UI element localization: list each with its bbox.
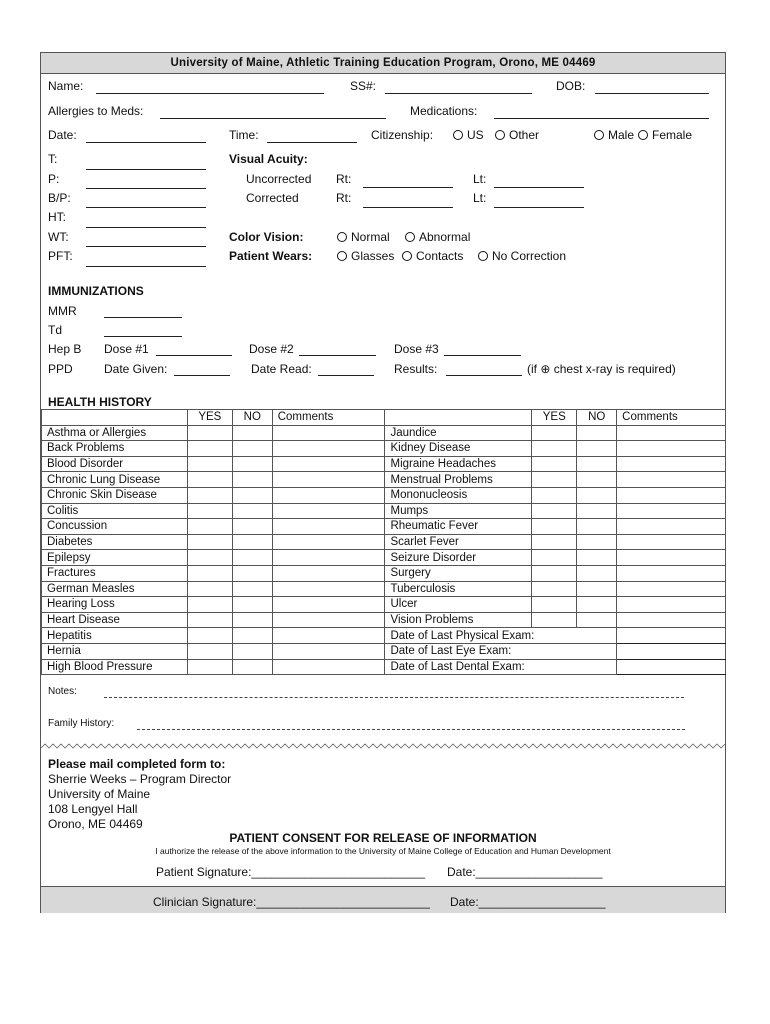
female-radio[interactable] [638,128,692,142]
ppd-label: PPD [48,362,73,376]
no-cell[interactable] [577,581,617,597]
dose1-label: Dose #1 [104,342,149,356]
comments-cell[interactable] [617,612,726,628]
no-cell[interactable] [232,597,272,613]
table-row [42,628,726,644]
xray-note: (if ⊕ chest x-ray is required) [527,362,676,376]
normal-label: Normal [351,230,390,244]
condition-label: Hernia [42,643,188,659]
yes-cell[interactable] [532,519,577,535]
table-row [42,581,726,597]
tear-line [41,742,725,750]
health-history-heading: HEALTH HISTORY [48,395,152,409]
comments-cell[interactable] [617,441,726,457]
condition-label: Fractures [42,565,188,581]
exam-date-field[interactable] [617,643,726,659]
yes-cell[interactable] [532,597,577,613]
patient-wears-label: Patient Wears: [229,249,313,263]
condition-label: Surgery [385,565,532,581]
yes-cell[interactable] [187,628,232,644]
radio-icon [453,130,463,140]
radio-icon [594,130,604,140]
no-cell[interactable] [232,643,272,659]
clinician-date-field[interactable]: Date:___________________ [450,895,606,909]
condition-label: Concussion [42,519,188,535]
table-row [42,472,726,488]
condition-label: Heart Disease [42,612,188,628]
no-cell[interactable] [577,441,617,457]
condition-label: Jaundice [385,425,532,441]
wears-no-correction-radio[interactable] [478,249,566,263]
form-title: University of Maine, Athletic Training Education Program, Orono, ME 04469 [41,53,725,74]
comments-cell[interactable] [272,612,385,628]
yes-cell[interactable] [532,565,577,581]
uncorrected-rt-field[interactable] [363,187,453,188]
col-yes-header: YES [532,410,577,426]
comments-cell[interactable] [272,565,385,581]
dose2-field[interactable] [299,355,376,356]
yes-cell[interactable] [187,441,232,457]
table-row [42,425,726,441]
vital-pft-field[interactable] [86,266,206,267]
table-row [42,643,726,659]
table-header-row [42,410,726,426]
condition-label: Vision Problems [385,612,532,628]
other-label: Other [509,128,540,142]
yes-cell[interactable] [532,456,577,472]
hepb-label: Hep B [48,342,82,356]
table-row [42,597,726,613]
female-label: Female [652,128,693,142]
patient-date-field[interactable]: Date:___________________ [447,865,603,879]
yes-cell[interactable] [532,472,577,488]
comments-cell[interactable] [617,456,726,472]
condition-label: Migraine Headaches [385,456,532,472]
comments-cell[interactable] [617,472,726,488]
condition-label: Rheumatic Fever [385,519,532,535]
table-row [42,519,726,535]
mmr-label: MMR [48,304,77,318]
color-abnormal-radio[interactable] [405,230,470,244]
immunizations-heading: IMMUNIZATIONS [48,284,144,298]
mail-line: Sherrie Weeks – Program Director [48,772,232,786]
time-label: Time: [229,128,259,142]
abnormal-label: Abnormal [419,230,471,244]
consent-heading: PATIENT CONSENT FOR RELEASE OF INFORMATION [229,831,537,845]
condition-label: Blood Disorder [42,456,188,472]
no-cell[interactable] [232,612,272,628]
comments-cell[interactable] [272,503,385,519]
vital-wt-label: WT: [48,230,69,244]
no-cell[interactable] [577,472,617,488]
comments-cell[interactable] [617,597,726,613]
comments-cell[interactable] [272,550,385,566]
comments-cell[interactable] [272,534,385,550]
yes-cell[interactable] [532,441,577,457]
uncorrected-label: Uncorrected [246,172,312,186]
comments-cell[interactable] [617,519,726,535]
table-row [42,659,726,675]
no-cell[interactable] [232,534,272,550]
condition-label: Kidney Disease [385,441,532,457]
ss-label: SS#: [350,79,377,93]
condition-label: Seizure Disorder [385,550,532,566]
comments-cell[interactable] [617,565,726,581]
exam-date-field[interactable] [617,659,726,675]
dob-label: DOB: [556,79,586,93]
table-row [42,534,726,550]
no-cell[interactable] [232,519,272,535]
radio-icon [495,130,505,140]
medications-field[interactable] [494,118,709,119]
yes-cell[interactable] [532,534,577,550]
glasses-label: Glasses [351,249,395,263]
radio-icon [337,251,347,261]
no-cell[interactable] [577,425,617,441]
patient-signature-field[interactable]: Patient Signature:__________________________ [156,865,425,879]
dose3-field[interactable] [444,355,521,356]
corrected-rt-field[interactable] [363,207,453,208]
yes-cell[interactable] [187,425,232,441]
comments-cell[interactable] [617,550,726,566]
yes-cell[interactable] [532,550,577,566]
no-cell[interactable] [232,565,272,581]
citizenship-label: Citizenship: [371,128,434,142]
no-cell[interactable] [577,503,617,519]
male-radio[interactable] [594,128,634,142]
comments-cell[interactable] [617,425,726,441]
medications-label: Medications: [410,104,478,118]
comments-cell[interactable] [272,519,385,535]
dose2-label: Dose #2 [249,342,294,356]
vital-wt-field[interactable] [86,246,206,247]
health-history-table [41,409,726,675]
no-cell[interactable] [577,519,617,535]
yes-cell[interactable] [532,487,577,503]
allergies-field[interactable] [160,118,386,119]
condition-label: Scarlet Fever [385,534,532,550]
results-label: Results: [394,362,438,376]
mail-line: 108 Lengyel Hall [48,802,138,816]
condition-label: Colitis [42,503,188,519]
mail-line: University of Maine [48,787,151,801]
condition-label: Mumps [385,503,532,519]
header-blank [385,410,532,426]
yes-cell[interactable] [187,550,232,566]
condition-label: Diabetes [42,534,188,550]
yes-cell[interactable] [532,612,577,628]
mail-line: Orono, ME 04469 [48,817,143,831]
radio-icon [638,130,648,140]
ss-field[interactable] [385,93,532,94]
male-label: Male [608,128,635,142]
comments-cell[interactable] [272,472,385,488]
no-cell[interactable] [232,503,272,519]
comments-cell[interactable] [272,643,385,659]
table-row [42,565,726,581]
col-comments-header: Comments [272,410,385,426]
mmr-field[interactable] [104,317,182,318]
td-label: Td [48,323,63,337]
no-cell[interactable] [232,628,272,644]
no-cell[interactable] [577,534,617,550]
vital-bp-field[interactable] [86,207,206,208]
no-cell[interactable] [577,597,617,613]
yes-cell[interactable] [187,456,232,472]
dose3-label: Dose #3 [394,342,439,356]
corrected-lt-field[interactable] [494,207,584,208]
radio-icon [405,232,415,242]
time-field[interactable] [267,142,357,143]
name-label: Name: [48,79,84,93]
table-row [42,487,726,503]
condition-label: Mononucleosis [385,487,532,503]
exam-date-field[interactable] [617,628,726,644]
name-field[interactable] [96,93,324,94]
table-row [42,441,726,457]
color-normal-radio[interactable] [337,230,390,244]
no-cell[interactable] [577,456,617,472]
corrected-rt-label: Rt: [336,191,352,205]
dob-field[interactable] [595,93,709,94]
yes-cell[interactable] [187,534,232,550]
comments-cell[interactable] [272,597,385,613]
condition-label: Asthma or Allergies [42,425,188,441]
yes-cell[interactable] [532,503,577,519]
td-field[interactable] [104,336,182,337]
clinician-signature-field[interactable]: Clinician Signature:__________________________ [153,895,430,909]
color-vision-label: Color Vision: [229,230,304,244]
yes-cell[interactable] [187,487,232,503]
no-cell[interactable] [232,441,272,457]
no-cell[interactable] [232,456,272,472]
date-field[interactable] [86,142,206,143]
comments-cell[interactable] [617,581,726,597]
vital-ht-label: HT: [48,210,66,224]
yes-cell[interactable] [187,612,232,628]
radio-icon [402,251,412,261]
comments-cell[interactable] [272,487,385,503]
header-blank [42,410,188,426]
comments-cell[interactable] [272,441,385,457]
comments-cell[interactable] [617,534,726,550]
notes-field[interactable] [104,697,684,698]
comments-cell[interactable] [617,487,726,503]
no-cell[interactable] [232,472,272,488]
condition-label: Hearing Loss [42,597,188,613]
table-row [42,503,726,519]
condition-label: Back Problems [42,441,188,457]
date-given-field[interactable] [174,375,230,376]
uncorrected-lt-field[interactable] [494,187,584,188]
vital-t-field[interactable] [86,169,206,170]
yes-cell[interactable] [187,565,232,581]
comments-cell[interactable] [272,628,385,644]
wears-contacts-radio[interactable] [402,249,463,263]
vital-bp-label: B/P: [48,191,71,205]
comments-cell[interactable] [617,503,726,519]
col-no-header: NO [577,410,617,426]
condition-label: Chronic Skin Disease [42,487,188,503]
yes-cell[interactable] [187,472,232,488]
yes-cell[interactable] [187,519,232,535]
vital-pft-label: PFT: [48,249,73,263]
date-read-field[interactable] [318,375,374,376]
condition-label: High Blood Pressure [42,659,188,675]
wears-glasses-radio[interactable] [337,249,394,263]
condition-label: Chronic Lung Disease [42,472,188,488]
yes-cell[interactable] [532,425,577,441]
uncorrected-rt-label: Rt: [336,172,352,186]
no-cell[interactable] [232,487,272,503]
uncorrected-lt-label: Lt: [473,172,487,186]
no-correction-label: No Correction [492,249,567,263]
citizenship-other-radio[interactable] [495,128,539,142]
yes-cell[interactable] [532,581,577,597]
no-cell[interactable] [232,659,272,675]
date-given-label: Date Given: [104,362,168,376]
comments-cell[interactable] [272,659,385,675]
radio-icon [337,232,347,242]
radio-icon [478,251,488,261]
no-cell[interactable] [577,550,617,566]
exam-date-label: Date of Last Dental Exam: [385,659,617,675]
no-cell[interactable] [232,581,272,597]
dose1-field[interactable] [156,355,232,356]
condition-label: Menstrual Problems [385,472,532,488]
mail-heading: Please mail completed form to: [48,757,226,771]
notes-label: Notes: [48,686,77,697]
condition-label: Epilepsy [42,550,188,566]
family-history-label: Family History: [48,718,115,729]
no-cell[interactable] [577,612,617,628]
results-field[interactable] [446,375,522,376]
corrected-lt-label: Lt: [473,191,487,205]
table-row [42,456,726,472]
comments-cell[interactable] [272,581,385,597]
comments-cell[interactable] [272,425,385,441]
no-cell[interactable] [232,550,272,566]
allergies-label: Allergies to Meds: [48,104,144,118]
family-history-field[interactable] [137,729,685,730]
citizenship-us-radio[interactable] [453,128,484,142]
no-cell[interactable] [577,565,617,581]
col-comments-header: Comments [617,410,726,426]
vital-ht-field[interactable] [86,227,206,228]
exam-date-label: Date of Last Eye Exam: [385,643,617,659]
no-cell[interactable] [577,487,617,503]
contacts-label: Contacts [416,249,464,263]
vital-t-label: T: [48,152,58,166]
yes-cell[interactable] [187,503,232,519]
corrected-label: Corrected [246,191,299,205]
consent-text: I authorize the release of the above information to the University of Maine College of Education and Human Development [155,846,611,856]
date-label: Date: [48,128,77,142]
no-cell[interactable] [232,425,272,441]
date-read-label: Date Read: [251,362,312,376]
vital-p-label: P: [48,172,60,186]
yes-cell[interactable] [187,581,232,597]
visual-acuity-heading: Visual Acuity: [229,152,308,166]
comments-cell[interactable] [272,456,385,472]
yes-cell[interactable] [187,643,232,659]
condition-label: Tuberculosis [385,581,532,597]
condition-label: Ulcer [385,597,532,613]
yes-cell[interactable] [187,659,232,675]
table-row [42,550,726,566]
condition-label: Hepatitis [42,628,188,644]
exam-date-label: Date of Last Physical Exam: [385,628,617,644]
us-label: US [467,128,484,142]
condition-label: German Measles [42,581,188,597]
col-no-header: NO [232,410,272,426]
col-yes-header: YES [187,410,232,426]
table-row [42,612,726,628]
yes-cell[interactable] [187,597,232,613]
vital-p-field[interactable] [86,188,206,189]
